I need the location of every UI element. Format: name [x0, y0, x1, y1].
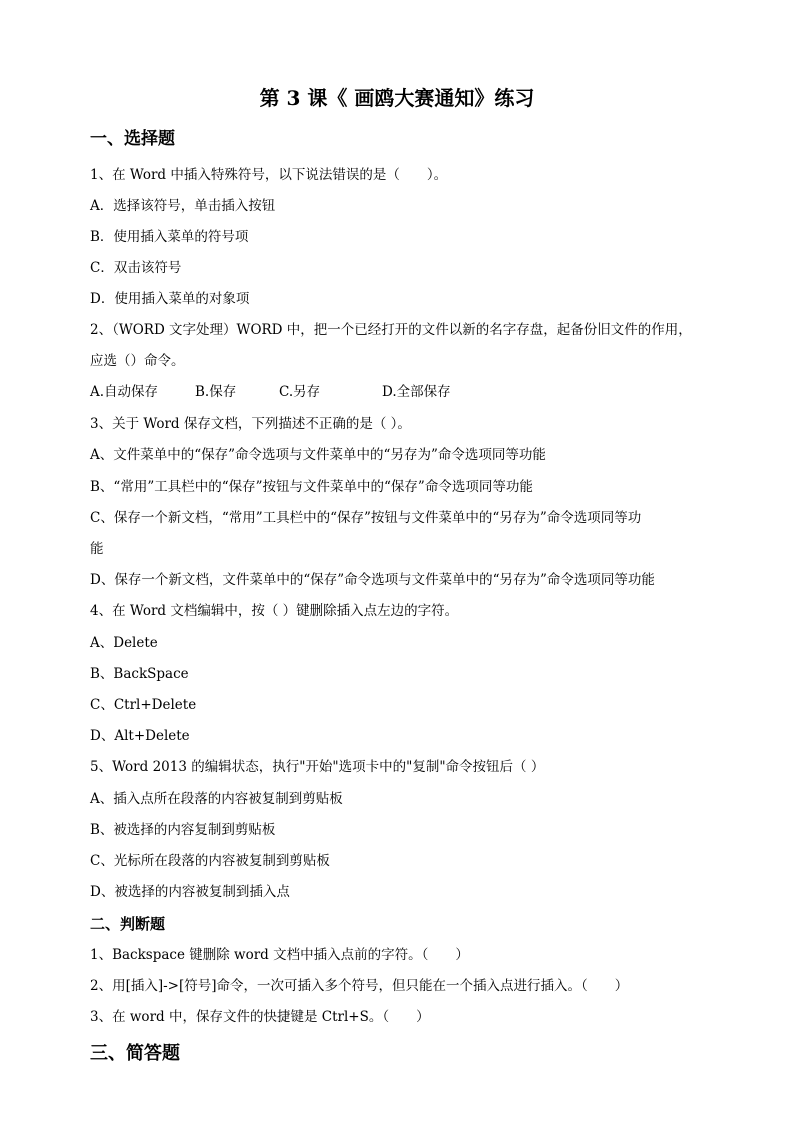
question-2-option-d: D.全部保存 — [382, 384, 451, 400]
question-3-stem: 3、关于 Word 保存文档，下列描述不正确的是（ ）。 — [90, 416, 411, 432]
question-2-stem-line-1: 2、（WORD 文字处理）WORD 中，把一个已经打开的文件以新的名字存盘，起备份旧文件的作用， — [90, 322, 692, 338]
question-4-stem: 4、在 Word 文档编辑中，按（ ）键删除插入点左边的字符。 — [90, 603, 459, 619]
question-2-option-b: B.保存 — [195, 384, 237, 400]
question-3-option-a: A、文件菜单中的“保存”命令选项与文件菜单中的“另存为”命令选项同等功能 — [90, 447, 546, 463]
question-1-option-c: C．双击该符号 — [90, 260, 182, 276]
true-false-item-2: 2、用[插入]->[符号]命令，一次可插入多个符号，但只能在一个插入点进行插入。（ ） — [90, 978, 629, 994]
question-3-option-c-line-1: C、保存一个新文档，“常用”工具栏中的“保存”按钮与文件菜单中的“另存为”命令选项同等功 — [90, 510, 642, 526]
section-heading-short-answer: 三、简答题 — [90, 1043, 180, 1064]
question-5-stem: 5、Word 2013 的编辑状态，执行"开始"选项卡中的"复制"命令按钮后（ ） — [90, 759, 545, 775]
question-2-options — [90, 382, 451, 402]
question-2-option-c: C.另存 — [279, 384, 321, 400]
question-4-option-a: A、Delete — [90, 635, 158, 651]
question-5-option-d: D、被选择的内容被复制到插入点 — [90, 884, 290, 900]
question-2-stem-line-2: 应选（）命令。 — [90, 353, 185, 369]
question-3-option-d: D、保存一个新文档，文件菜单中的“保存”命令选项与文件菜单中的“另存为”命令选项同等功能 — [90, 572, 655, 588]
true-false-item-3: 3、在 word 中，保存文件的快捷键是 Ctrl+S。（ ） — [90, 1009, 430, 1025]
question-3-option-b: B、“常用”工具栏中的“保存”按钮与文件菜单中的“保存”命令选项同等功能 — [90, 479, 533, 495]
question-1-option-d: D．使用插入菜单的对象项 — [90, 291, 250, 307]
section-heading-choice: 一、选择题 — [90, 129, 175, 149]
question-5-option-b: B、被选择的内容复制到剪贴板 — [90, 822, 276, 838]
section-heading-true-false: 二、判断题 — [90, 915, 166, 933]
question-2-option-a: A.自动保存 — [90, 384, 159, 400]
question-5-option-a: A、插入点所在段落的内容被复制到剪贴板 — [90, 791, 343, 807]
question-4-option-c: C、Ctrl+Delete — [90, 697, 197, 713]
question-1-option-b: B．使用插入菜单的符号项 — [90, 229, 249, 245]
question-3-option-c-line-2: 能 — [90, 541, 104, 557]
question-1-stem: 1、在 Word 中插入特殊符号，以下说法错误的是（ ）。 — [90, 167, 448, 183]
question-4-option-d: D、Alt+Delete — [90, 728, 190, 744]
question-4-option-b: B、BackSpace — [90, 666, 189, 682]
question-5-option-c: C、光标所在段落的内容被复制到剪贴板 — [90, 853, 330, 869]
question-1-option-a: A．选择该符号，单击插入按钮 — [90, 198, 276, 214]
page-title: 第 3 课《 画鸥大赛通知》练习 — [259, 86, 535, 110]
true-false-item-1: 1、Backspace 键删除 word 文档中插入点前的字符。（ ） — [90, 947, 469, 963]
